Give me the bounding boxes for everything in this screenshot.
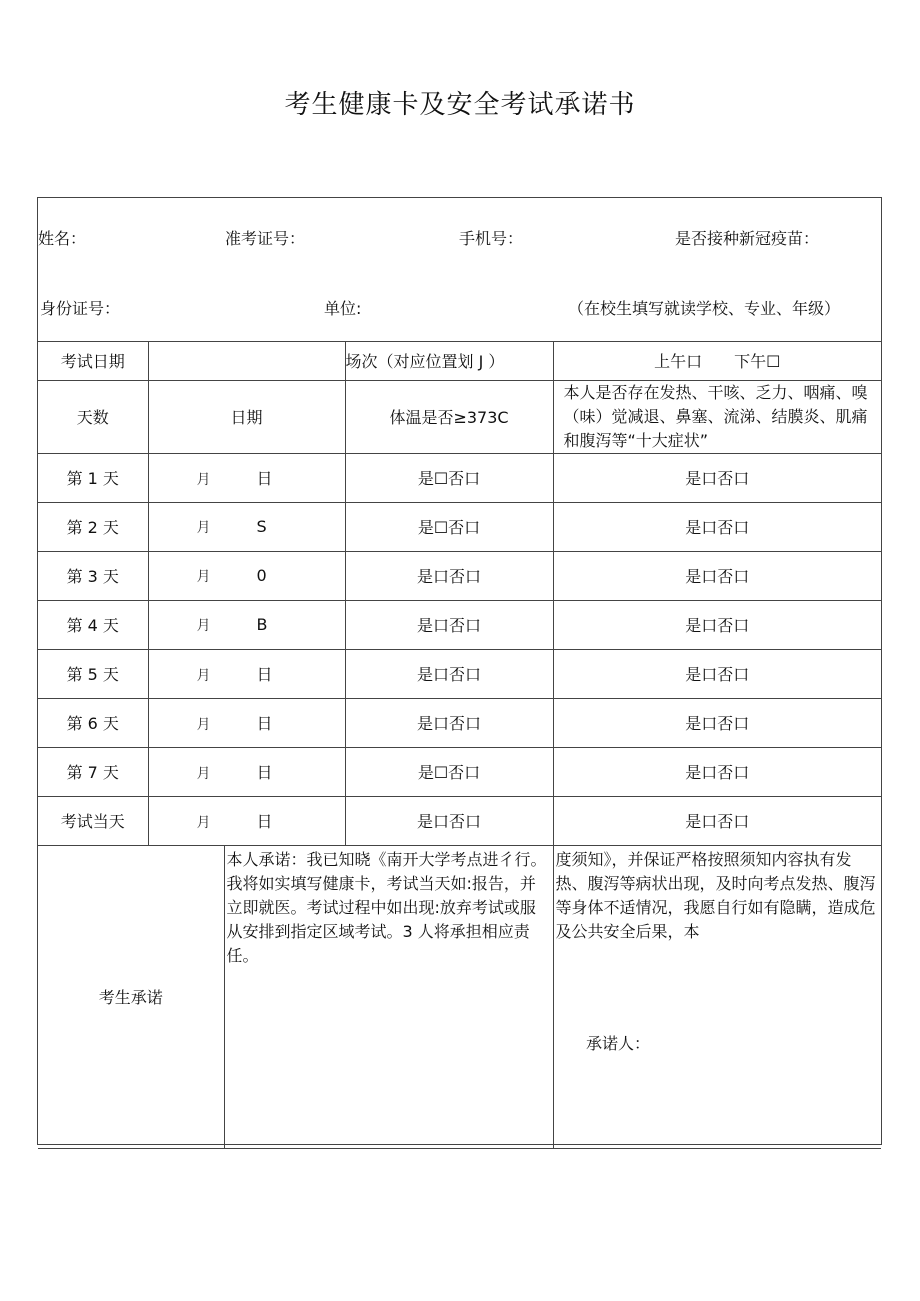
day-mark: 日 bbox=[256, 469, 273, 488]
month-label: 月 bbox=[196, 472, 211, 488]
month-label: 月 bbox=[196, 519, 211, 536]
day-mark: 日 bbox=[256, 763, 273, 782]
date-cell[interactable] bbox=[148, 600, 345, 649]
signer-label: 承诺人： bbox=[586, 1034, 651, 1053]
day-label: 第 1 天 bbox=[38, 453, 148, 502]
month-label: 月 bbox=[196, 568, 211, 585]
unit-note: （在校生填写就读学校、专业、年级） bbox=[568, 299, 841, 318]
symptom-check[interactable]: 是口否口 bbox=[553, 453, 881, 502]
unit-label: 单位: bbox=[324, 299, 362, 318]
day-mark: 0 bbox=[256, 565, 267, 585]
symptom-check[interactable]: 是口否口 bbox=[553, 502, 881, 551]
temperature-check[interactable]: 是口否口 bbox=[345, 796, 553, 845]
date-cell[interactable] bbox=[148, 453, 345, 502]
symptom-check[interactable]: 是口否口 bbox=[553, 649, 881, 698]
header-temperature: 体温是否≥373C bbox=[345, 380, 553, 453]
health-record-table bbox=[38, 341, 881, 1149]
header-symptoms: 本人是否存在发热、干咳、乏力、咽痛、嗅（味）觉减退、鼻塞、流涕、结膜炎、肌痛和腹泻等“十大症状” bbox=[553, 380, 881, 453]
pledge-label: 考生承诺 bbox=[38, 845, 224, 1148]
temperature-check[interactable]: 是口否口 bbox=[345, 600, 553, 649]
exam-date-label: 考试日期 bbox=[38, 341, 148, 380]
day-mark: 日 bbox=[256, 714, 273, 733]
table-row bbox=[38, 600, 881, 649]
table-row bbox=[38, 698, 881, 747]
day-label: 第 4 天 bbox=[38, 600, 148, 649]
date-cell[interactable] bbox=[148, 698, 345, 747]
pledge-text-right: 度须知》，并保证严格按照须知内容执有发热、腹泻等病状出现，及时向考点发热、腹泻等身体不适情况，我愿自行如有隐瞒，造成危及公共安全后果，本 bbox=[553, 845, 881, 1148]
symptom-check[interactable]: 是口否口 bbox=[553, 551, 881, 600]
header-days: 天数 bbox=[38, 380, 148, 453]
day-label: 第 3 天 bbox=[38, 551, 148, 600]
month-label: 月 bbox=[196, 668, 211, 684]
symptom-check[interactable]: 是口否口 bbox=[553, 796, 881, 845]
date-cell[interactable] bbox=[148, 649, 345, 698]
phone-label: 手机号： bbox=[459, 229, 524, 248]
temperature-check[interactable]: 是口否口 bbox=[345, 698, 553, 747]
date-cell[interactable] bbox=[148, 551, 345, 600]
date-cell[interactable] bbox=[148, 747, 345, 796]
symptom-check[interactable]: 是口否口 bbox=[553, 698, 881, 747]
session-options[interactable]: 上午口 下午☐ bbox=[553, 341, 881, 380]
exam-date-row bbox=[38, 341, 881, 380]
ticket-number-label: 准考证号： bbox=[225, 229, 306, 248]
day-label: 考试当天 bbox=[38, 796, 148, 845]
temperature-check[interactable]: 是☐否口 bbox=[345, 502, 553, 551]
date-cell[interactable] bbox=[148, 502, 345, 551]
symptom-check[interactable]: 是口否口 bbox=[553, 600, 881, 649]
session-label: 场次（对应位置划 J ） bbox=[345, 341, 553, 380]
table-row bbox=[38, 502, 881, 551]
table-row bbox=[38, 649, 881, 698]
day-mark: B bbox=[256, 614, 268, 634]
pledge-row bbox=[38, 845, 881, 1148]
personal-info-section bbox=[38, 198, 881, 342]
day-label: 第 5 天 bbox=[38, 649, 148, 698]
symptom-check[interactable]: 是口否口 bbox=[553, 747, 881, 796]
exam-date-field[interactable] bbox=[148, 341, 345, 380]
temperature-check[interactable]: 是☐否口 bbox=[345, 747, 553, 796]
day-label: 第 2 天 bbox=[38, 502, 148, 551]
table-row bbox=[38, 453, 881, 502]
day-mark: 日 bbox=[256, 812, 273, 831]
day-mark: S bbox=[256, 516, 267, 536]
name-label: 姓名： bbox=[38, 229, 87, 248]
day-label: 第 7 天 bbox=[38, 747, 148, 796]
id-number-label: 身份证号： bbox=[40, 299, 121, 318]
table-row bbox=[38, 747, 881, 796]
date-cell[interactable] bbox=[148, 796, 345, 845]
vaccine-label: 是否接种新冠疫苗： bbox=[675, 229, 820, 248]
table-row bbox=[38, 551, 881, 600]
table-row bbox=[38, 796, 881, 845]
temperature-check[interactable]: 是口否口 bbox=[345, 551, 553, 600]
table-header-row bbox=[38, 380, 881, 453]
header-date: 日期 bbox=[148, 380, 345, 453]
pledge-text-left: 本人承诺：我已知晓《南开大学考点进彳行。我将如实填写健康卡，考试当天如:报告，并立即就医。考试过程中如出现:放弃考试或服从安排到指定区域考试。3 人将承担相应责任。 bbox=[224, 845, 553, 1148]
month-label: 月 bbox=[196, 766, 211, 782]
day-mark: 日 bbox=[256, 665, 273, 684]
month-label: 月 bbox=[196, 815, 211, 831]
temperature-check[interactable]: 是☐否口 bbox=[345, 453, 553, 502]
month-label: 月 bbox=[196, 717, 211, 733]
temperature-check[interactable]: 是口否口 bbox=[345, 649, 553, 698]
page-title: 考生健康卡及安全考试承诺书 bbox=[284, 90, 636, 120]
month-label: 月 bbox=[196, 617, 211, 634]
day-label: 第 6 天 bbox=[38, 698, 148, 747]
health-card-form bbox=[37, 197, 882, 1145]
